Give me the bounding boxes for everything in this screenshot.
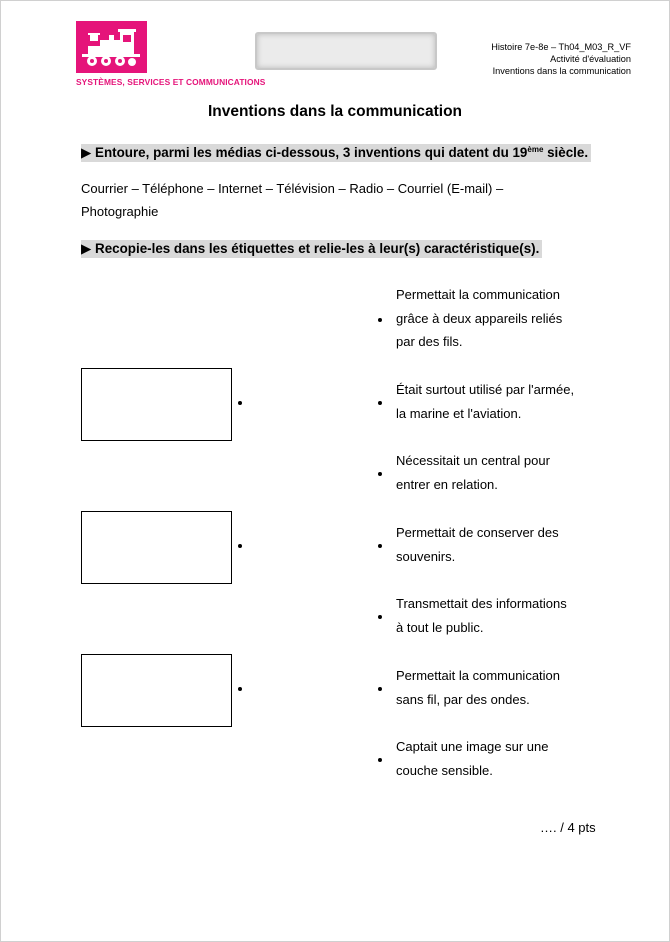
characteristic-line: Transmettait des informations <box>396 596 567 611</box>
document-info <box>491 41 631 77</box>
locomotive-icon <box>76 21 147 73</box>
label-box-1[interactable] <box>81 368 232 441</box>
characteristic-6 <box>396 664 596 711</box>
characteristic-dot-7[interactable] <box>378 758 382 762</box>
characteristic-2 <box>396 378 596 425</box>
label-dot-2[interactable] <box>238 544 242 548</box>
instruction-1 <box>81 144 591 162</box>
label-dot-1[interactable] <box>238 401 242 405</box>
arrow-icon: ▶ <box>81 241 92 256</box>
characteristic-line: la marine et l'aviation. <box>396 405 522 421</box>
instruction-2-text: Recopie-les dans les étiquettes et relie-les à leur(s) caractéristique(s). <box>95 241 540 256</box>
characteristic-line: Permettait la communication <box>396 287 561 302</box>
characteristic-dot-4[interactable] <box>378 544 382 548</box>
characteristic-line: Permettait la communication <box>396 668 561 683</box>
characteristic-line: couche sensible. <box>396 762 493 778</box>
characteristic-5 <box>396 592 596 639</box>
label-dot-3[interactable] <box>238 687 242 691</box>
topic: Inventions dans la communication <box>492 66 631 76</box>
label-box-3[interactable] <box>81 654 232 727</box>
instruction-2 <box>81 240 542 258</box>
instruction-1-text: Entoure, parmi les médias ci-dessous, 3 inventions qui datent du 19 <box>95 145 528 160</box>
characteristic-dot-1[interactable] <box>378 318 382 322</box>
characteristic-1 <box>396 283 596 354</box>
characteristic-line: Nécessitait un central pour <box>396 453 550 468</box>
characteristic-dot-5[interactable] <box>378 615 382 619</box>
characteristic-line: par des fils. <box>396 334 463 349</box>
characteristic-line: Permettait de conserver des <box>396 525 559 540</box>
characteristic-dot-3[interactable] <box>378 472 382 476</box>
characteristic-3 <box>396 449 596 496</box>
page-title: Inventions dans la communication <box>207 103 463 120</box>
course-code: Histoire 7e-8e – Th04_M03_R_VF <box>491 42 631 52</box>
media-list-line-2[interactable]: Photographie <box>81 204 159 219</box>
characteristic-7 <box>396 735 596 782</box>
characteristic-line: Captait une image sur une <box>396 739 549 754</box>
locomotive-logo <box>76 21 147 73</box>
characteristic-line: à tout le public. <box>396 619 484 635</box>
characteristic-line: sans fil, par des ondes. <box>396 691 530 707</box>
characteristic-line: grâce à deux appareils reliés <box>396 310 563 326</box>
label-box-2[interactable] <box>81 511 232 584</box>
instruction-1-end: siècle. <box>543 145 589 160</box>
characteristic-dot-2[interactable] <box>378 401 382 405</box>
arrow-icon: ▶ <box>81 145 92 160</box>
score: …. / 4 pts <box>540 820 596 835</box>
characteristic-dot-6[interactable] <box>378 687 382 691</box>
activity-type: Activité d'évaluation <box>550 54 631 64</box>
logo-caption: SYSTÈMES, SERVICES ET COMMUNICATIONS <box>76 77 266 87</box>
student-name-field[interactable] <box>255 32 437 70</box>
characteristic-4 <box>396 521 596 568</box>
characteristic-line: entrer en relation. <box>396 476 498 492</box>
media-list-line-1[interactable]: Courrier – Téléphone – Internet – Télévision – Radio – Courriel (E-mail) – <box>81 181 504 196</box>
superscript: ème <box>527 145 544 154</box>
characteristic-line: Était surtout utilisé par l'armée, <box>396 382 575 397</box>
characteristic-line: souvenirs. <box>396 548 456 564</box>
